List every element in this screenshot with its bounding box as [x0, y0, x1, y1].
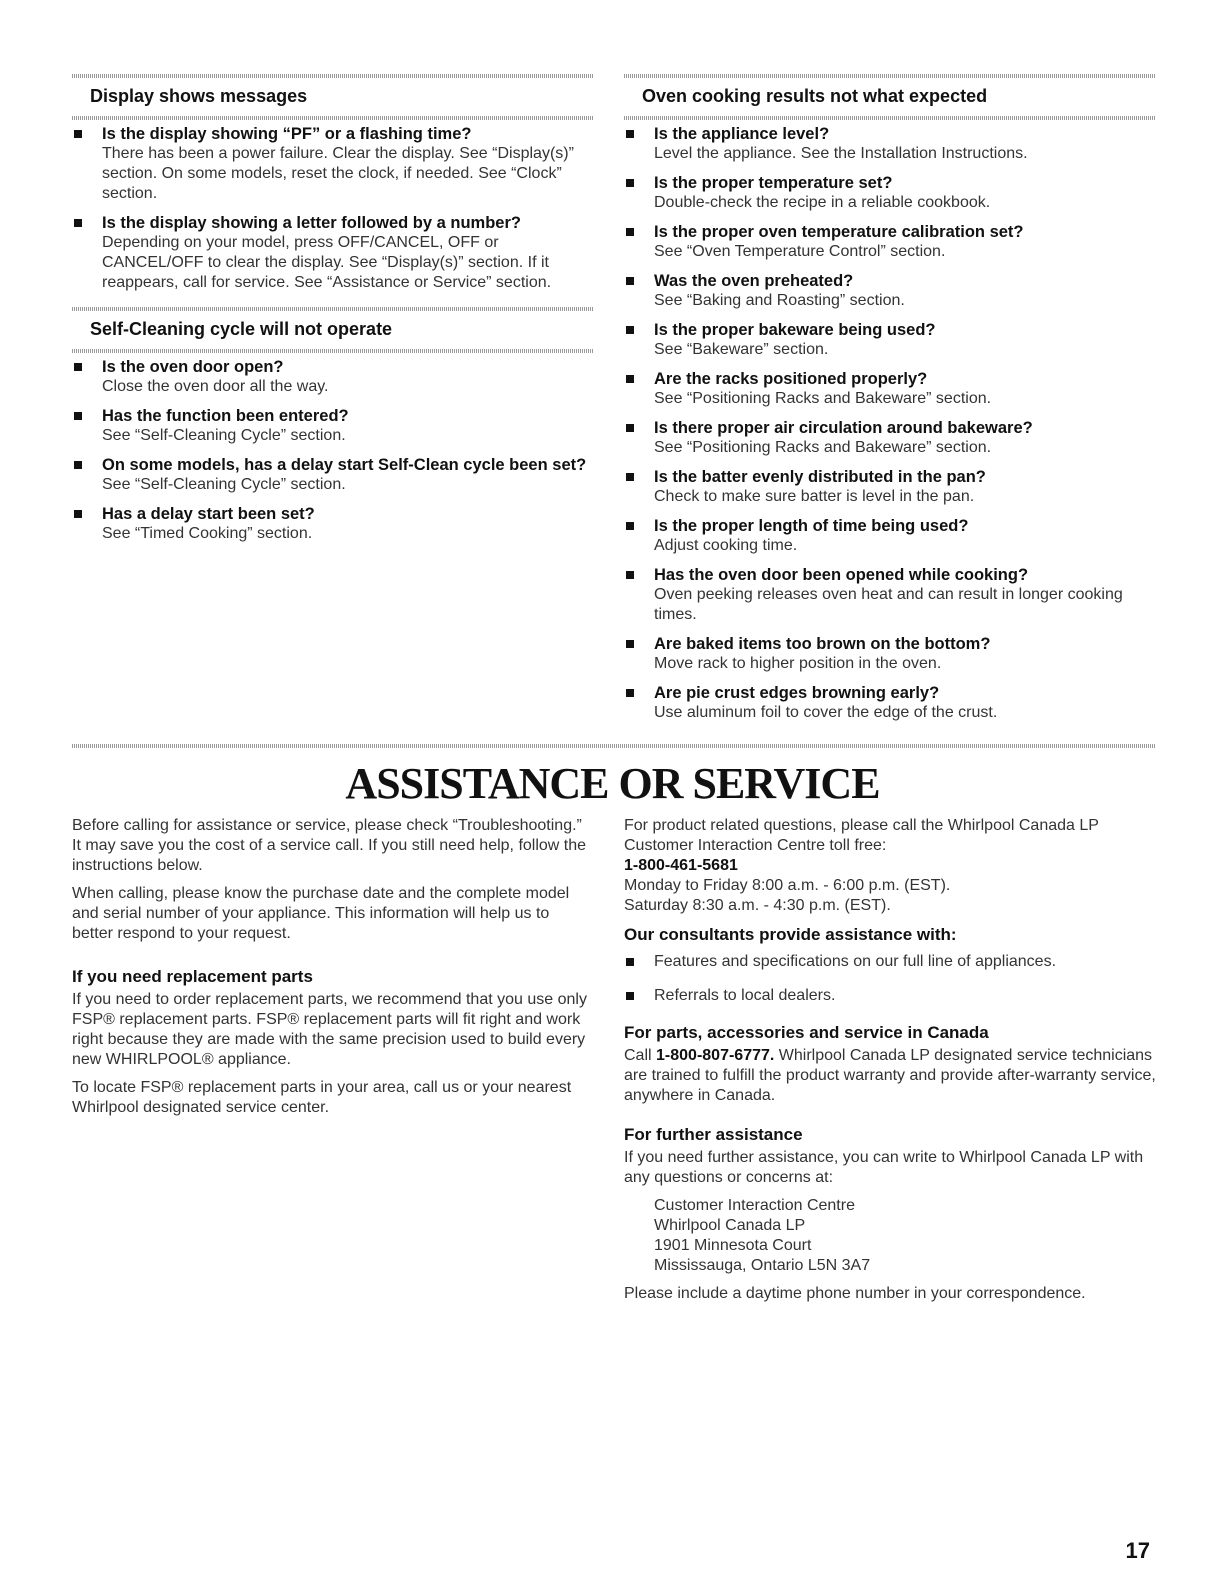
canada-service-paragraph: [624, 1046, 1156, 1106]
list-item: [624, 683, 1156, 723]
address-line: Whirlpool Canada LP: [654, 1217, 806, 1234]
answer: See “Baking and Roasting” section.: [654, 292, 905, 309]
troubleshooting-left-column: [72, 74, 594, 554]
question: Are baked items too brown on the bottom?: [654, 635, 991, 653]
question-list: [72, 357, 594, 544]
section-divider: [624, 116, 1156, 120]
list-item: [624, 634, 1156, 674]
question: On some models, has a delay start Self-Clean cycle been set?: [102, 456, 587, 474]
answer: Level the appliance. See the Installation Instructions.: [654, 145, 1028, 162]
list-item: [624, 467, 1156, 507]
question: Is the oven door open?: [102, 358, 284, 376]
list-item: [72, 406, 594, 446]
intro-paragraph: When calling, please know the purchase date and the complete model and serial number of your appliance. This information will help us to better respond to your request.: [72, 885, 570, 942]
section-divider: [624, 74, 1156, 78]
bullet-icon: [626, 689, 634, 697]
self-cleaning-section: [72, 307, 594, 544]
list-item: [72, 504, 594, 544]
bullet-icon: [626, 640, 634, 648]
further-assistance-paragraph: If you need further assistance, you can write to Whirlpool Canada LP with any questions or concerns at:: [624, 1149, 1144, 1186]
list-item: [72, 124, 594, 204]
list-item: [624, 320, 1156, 360]
call-text: Call: [624, 1047, 652, 1064]
bullet-icon: [74, 461, 82, 469]
list-item: [624, 222, 1156, 262]
question: Is the proper bakeware being used?: [654, 321, 936, 339]
question: Was the oven preheated?: [654, 272, 854, 290]
assistance-left-column: [72, 816, 592, 1126]
troubleshooting-right-column: [624, 74, 1156, 733]
bullet-icon: [626, 522, 634, 530]
canada-service-heading: For parts, accessories and service in Canada: [624, 1023, 989, 1042]
answer: Use aluminum foil to cover the edge of the crust.: [654, 704, 998, 721]
section-divider: [72, 349, 594, 353]
saturday-hours: Saturday 8:30 a.m. - 4:30 p.m. (EST).: [624, 897, 891, 914]
address-line: Customer Interaction Centre: [654, 1197, 855, 1214]
answer: See “Self-Cleaning Cycle” section.: [102, 476, 346, 493]
page-number: 17: [1125, 1538, 1150, 1563]
question: Is the display showing “PF” or a flashing time?: [102, 125, 472, 143]
list-item: [624, 986, 1156, 1006]
answer: Depending on your model, press OFF/CANCEL, OFF or CANCEL/OFF to clear the display. See “Display(s)” section. If it reappears, call for service. See “Assistance or Service” section.: [102, 234, 552, 291]
product-questions-paragraph: [624, 816, 1156, 856]
bullet-icon: [626, 179, 634, 187]
list-item: [624, 271, 1156, 311]
list-item: [624, 565, 1156, 625]
answer: See “Bakeware” section.: [654, 341, 829, 358]
question: Has the oven door been opened while cooking?: [654, 566, 1029, 584]
answer: Adjust cooking time.: [654, 537, 798, 554]
list-item: [72, 213, 594, 293]
address-line: Mississauga, Ontario L5N 3A7: [654, 1257, 871, 1274]
section-divider: [72, 307, 594, 311]
replacement-parts-paragraph: If you need to order replacement parts, we recommend that you use only FSP® replacement parts. FSP® replacement parts will fit right and work right because they are made with the same precision used to build every new WHIRLPOOL® appliance.: [72, 991, 587, 1068]
locate-parts-paragraph: To locate FSP® replacement parts in your area, call us or your nearest Whirlpool designated service center.: [72, 1079, 572, 1116]
question: Is the proper temperature set?: [654, 174, 893, 192]
question-list: [72, 124, 594, 293]
list-item: [624, 124, 1156, 164]
oven-results-section: [624, 74, 1156, 723]
bullet-icon: [626, 958, 634, 966]
replacement-parts-heading: If you need replacement parts: [72, 967, 313, 986]
bullet-icon: [626, 992, 634, 1000]
answer: There has been a power failure. Clear the display. See “Display(s)” section. On some models, reset the clock, if needed. See “Clock” section.: [102, 145, 574, 202]
answer: Close the oven door all the way.: [102, 378, 329, 395]
bullet-icon: [74, 363, 82, 371]
question: Is there proper air circulation around bakeware?: [654, 419, 1033, 437]
answer: Double-check the recipe in a reliable cookbook.: [654, 194, 991, 211]
list-item: [624, 952, 1156, 972]
list-item: [624, 173, 1156, 213]
answer: See “Timed Cooking” section.: [102, 525, 313, 542]
consultants-heading: Our consultants provide assistance with:: [624, 925, 957, 944]
intro-paragraph: Before calling for assistance or service, please check “Troubleshooting.” It may save you the cost of a service call. If you still need help, follow the instructions below.: [72, 817, 587, 874]
question: Has a delay start been set?: [102, 505, 315, 523]
bullet-icon: [626, 130, 634, 138]
bullet-icon: [74, 130, 82, 138]
bullet-icon: [626, 424, 634, 432]
bullet-icon: [74, 510, 82, 518]
answer: Oven peeking releases oven heat and can result in longer cooking times.: [654, 586, 1123, 623]
list-item-text: Features and specifications on our full line of appliances.: [654, 953, 1057, 970]
parts-phone-number: 1-800-807-6777.: [656, 1047, 775, 1064]
question: Is the display showing a letter followed by a number?: [102, 214, 521, 232]
question: Are pie crust edges browning early?: [654, 684, 940, 702]
list-item: [624, 418, 1156, 458]
bullet-icon: [626, 571, 634, 579]
further-assistance-heading: For further assistance: [624, 1125, 803, 1144]
answer: Move rack to higher position in the oven.: [654, 655, 942, 672]
answer: See “Oven Temperature Control” section.: [654, 243, 946, 260]
full-width-divider: [72, 744, 1156, 748]
mailing-address: [654, 1196, 1156, 1276]
question: Has the function been entered?: [102, 407, 349, 425]
assistance-right-column: [624, 816, 1156, 1312]
list-item-text: Referrals to local dealers.: [654, 987, 836, 1004]
page-title: ASSISTANCE OR SERVICE: [345, 759, 880, 808]
canada-phone-number: 1-800-461-5681: [624, 857, 738, 874]
canada-service-text: Whirlpool Canada LP designated service technicians are trained to fulfill the product warranty and provide after-warranty service, anywhere in Canada.: [624, 1047, 1156, 1104]
list-item: [624, 516, 1156, 556]
question: Is the proper oven temperature calibration set?: [654, 223, 1024, 241]
question: Is the proper length of time being used?: [654, 517, 969, 535]
answer: See “Positioning Racks and Bakeware” section.: [654, 390, 992, 407]
answer: Check to make sure batter is level in the pan.: [654, 488, 975, 505]
bullet-icon: [626, 228, 634, 236]
bullet-icon: [74, 412, 82, 420]
list-item: [624, 369, 1156, 409]
section-title: Display shows messages: [90, 86, 308, 106]
weekday-hours: Monday to Friday 8:00 a.m. - 6:00 p.m. (EST).: [624, 877, 951, 894]
section-title: Self-Cleaning cycle will not operate: [90, 319, 393, 339]
question: Is the batter evenly distributed in the pan?: [654, 468, 986, 486]
section-divider: [72, 116, 594, 120]
bullet-icon: [626, 473, 634, 481]
section-divider: [72, 74, 594, 78]
question: Are the racks positioned properly?: [654, 370, 928, 388]
address-line: 1901 Minnesota Court: [654, 1237, 812, 1254]
bullet-icon: [626, 277, 634, 285]
list-item: [72, 455, 594, 495]
section-title: Oven cooking results not what expected: [642, 86, 988, 106]
answer: See “Self-Cleaning Cycle” section.: [102, 427, 346, 444]
question-list: [624, 124, 1156, 723]
product-questions-text: For product related questions, please call the Whirlpool Canada LP Customer Interaction Centre toll free:: [624, 817, 1099, 854]
question: Is the appliance level?: [654, 125, 830, 143]
answer: See “Positioning Racks and Bakeware” section.: [654, 439, 992, 456]
bullet-icon: [626, 326, 634, 334]
bullet-icon: [626, 375, 634, 383]
bullet-icon: [74, 219, 82, 227]
display-messages-section: [72, 74, 594, 293]
consultants-list: [624, 952, 1156, 1006]
list-item: [72, 357, 594, 397]
closing-note: Please include a daytime phone number in your correspondence.: [624, 1285, 1086, 1302]
